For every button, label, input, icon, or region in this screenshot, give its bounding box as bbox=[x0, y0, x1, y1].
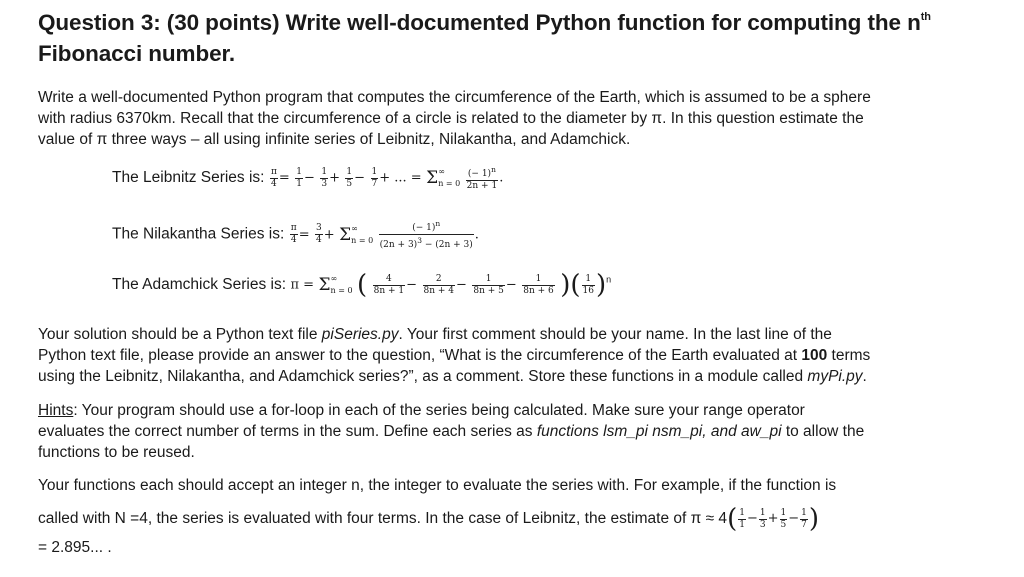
question-title-line2: Fibonacci number. bbox=[38, 41, 236, 66]
leibnitz-formula: $\frac{\pi}{4}$ = $\frac{1}{1}$ − $\frac{1}{3}$ + $\frac{1}{5}$ − $\frac{1}{7}$ + ... = Σ ∞ n = 0 $\frac{(- 1)^n}{2n + 1}$ . bbox=[270, 165, 504, 191]
hints-function-names: functions lsm_pi nsm_pi, and aw_pi bbox=[536, 423, 782, 440]
solution-filename: piSeries.py bbox=[321, 326, 399, 343]
hints-line-2: evaluates the correct number of terms in the sum. Define each series as functions lsm_pi nsm_pi, and aw_pi to allow the bbox=[38, 423, 865, 440]
solution-module-name: myPi.py bbox=[807, 368, 863, 385]
intro-line-3: value of π three ways – all using infinite series of Leibnitz, Nilakantha, and Adamchick. bbox=[38, 131, 631, 148]
question-title-line1 bbox=[38, 10, 931, 36]
nilakantha-label: The Nilakantha Series is: bbox=[112, 225, 285, 243]
example-line-1: Your functions each should accept an integer n, the integer to evaluate the series with. For example, if the function is bbox=[38, 477, 837, 494]
solution-line-1: Your solution should be a Python text file piSeries.py. Your first comment should be your name. In the last line of the bbox=[38, 326, 832, 343]
leibnitz-series bbox=[112, 164, 503, 192]
question-title-superscript: th bbox=[920, 11, 931, 23]
intro-line-1: Write a well-documented Python program that computes the circumference of the Earth, which is assumed to be a sphere bbox=[38, 89, 871, 106]
example-result: = 2.895... . bbox=[38, 539, 112, 556]
hints-line-3: functions to be reused. bbox=[38, 444, 195, 461]
intro-line-2: with radius 6370km. Recall that the circumference of a circle is related to the diameter by π. In this question estimate the bbox=[38, 110, 864, 127]
solution-line-2: Python text file, please provide an answer to the question, “What is the circumference of the Earth evaluated at 100 terms bbox=[38, 347, 871, 364]
solution-term-count: 100 bbox=[801, 347, 828, 364]
nilakantha-formula: $\frac{\pi}{4}$ = $\frac{3}{4}$ + Σ ∞ n = 0 $\frac{(- 1)^n}{(2n + 3)^3 - (2n + 3)}$ . bbox=[290, 219, 479, 250]
hints-line-1: Hints: Your program should use a for-loop in each of the series being calculated. Make sure your range operator bbox=[38, 402, 805, 419]
question-title-text: Question 3: (30 points) Write well-documented Python function for computing the n bbox=[38, 10, 921, 35]
leibnitz-label: The Leibnitz Series is: bbox=[112, 169, 265, 187]
solution-line-3: using the Leibnitz, Nilakantha, and Adamchick series?”, as a comment. Store these functions in a module called myPi.py. bbox=[38, 368, 867, 385]
nilakantha-series bbox=[112, 218, 479, 251]
adamchick-series bbox=[112, 272, 611, 298]
hints-label: Hints bbox=[38, 402, 74, 419]
adamchick-label: The Adamchick Series is: bbox=[112, 276, 287, 294]
example-formula: ( $\frac{1}{1}$ − $\frac{1}{3}$ + $\frac{1}{5}$ − $\frac{1}{7}$ ) bbox=[727, 504, 820, 534]
example-line-2: called with N =4, the series is evaluated with four terms. In the case of Leibnitz, the estimate of π ≈ 4( $\frac{1}{1}$ − $\frac{1}{3}$ + $\frac{1}{5}$ − $\frac{1}{7}$ ) bbox=[38, 504, 820, 534]
adamchick-formula: π = Σ ∞ n = 0 ( $\frac{4}{8n + 1}$ − $\frac{2}{8n + 4}$ − $\frac{1}{8n + 5}$ − $\frac{1}{8n + 6}$ )( $\frac{1}{16}$ )$^n$ bbox=[290, 270, 612, 300]
